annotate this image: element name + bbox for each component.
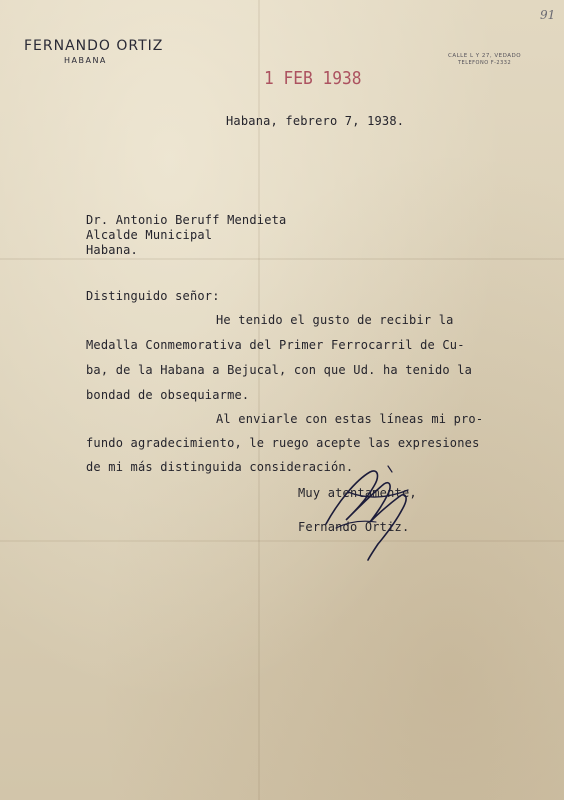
body-line: He tenido el gusto de recibir la	[216, 313, 454, 327]
letterhead-phone: TELEFONO F-2332	[458, 60, 512, 66]
letterhead-city: HABANA	[64, 56, 107, 65]
signature-name: Fernando Ortiz.	[298, 520, 410, 534]
recipient-line: Alcalde Municipal	[86, 228, 213, 242]
fold-crease-horizontal-bottom	[0, 540, 564, 542]
date-line: Habana, febrero 7, 1938.	[226, 114, 405, 128]
handwritten-signature	[318, 462, 428, 562]
closing: Muy atentamente,	[298, 486, 417, 500]
fold-crease-horizontal-top	[0, 258, 564, 260]
body-line: de mi más distinguida consideración.	[86, 460, 354, 474]
folio-number: 91	[540, 8, 556, 22]
letterhead-address: CALLE L Y 27, VEDADO	[448, 53, 522, 59]
body-line: bondad de obsequiarme.	[86, 388, 250, 402]
received-date-stamp: 1 FEB 1938	[264, 68, 362, 89]
recipient-line: Dr. Antonio Beruff Mendieta	[86, 213, 287, 227]
letterhead-name: FERNANDO ORTIZ	[24, 38, 164, 54]
salutation: Distinguido señor:	[86, 289, 220, 303]
recipient-line: Habana.	[86, 243, 138, 257]
body-line: Al enviarle con estas líneas mi pro-	[216, 412, 484, 426]
body-line: ba, de la Habana a Bejucal, con que Ud. ha tenido la	[86, 363, 473, 377]
body-line: fundo agradecimiento, le ruego acepte las expresiones	[86, 436, 480, 450]
body-line: Medalla Conmemorativa del Primer Ferrocarril de Cu-	[86, 338, 465, 352]
